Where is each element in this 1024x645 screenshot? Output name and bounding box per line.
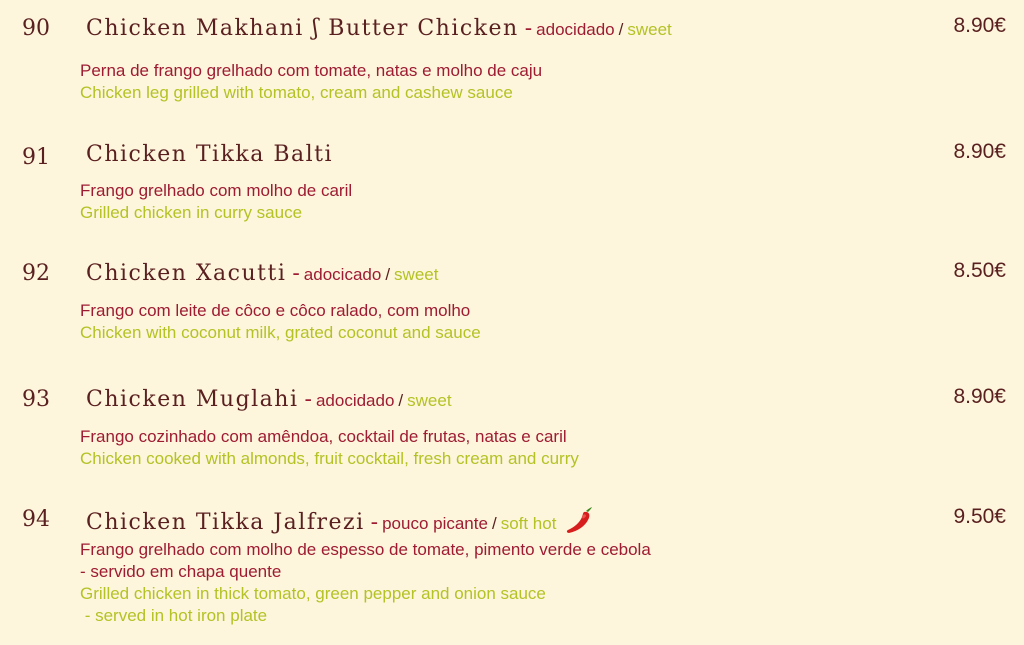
description-pt: Frango grelhado com molho de caril bbox=[80, 181, 353, 200]
description-pt: Frango cozinhado com amêndoa, cocktail de frutas, natas e caril bbox=[80, 427, 567, 446]
item-name: Chicken Tikka Jalfrezi bbox=[86, 510, 365, 535]
item-price: 9.50€ bbox=[953, 505, 1006, 528]
tag-pt: adocidado bbox=[315, 391, 395, 410]
title-dash: - bbox=[524, 16, 533, 41]
title-dash: - bbox=[304, 387, 312, 412]
description-en-line-2: - served in hot iron plate bbox=[80, 606, 268, 625]
title-dash: - bbox=[292, 261, 300, 286]
item-number: 90 bbox=[22, 16, 50, 41]
tag-slash: / bbox=[491, 514, 497, 533]
tag-pt: pouco picante bbox=[382, 514, 488, 533]
description-en: Chicken leg grilled with tomato, cream and cashew sauce bbox=[80, 83, 513, 102]
item-price: 8.90€ bbox=[953, 140, 1006, 163]
item-description bbox=[80, 539, 651, 627]
description-pt: Frango com leite de côco e côco ralado, com molho bbox=[80, 301, 471, 320]
item-title bbox=[86, 261, 438, 286]
description-en: Grilled chicken in thick tomato, green pepper and onion sauce bbox=[80, 584, 546, 603]
item-title bbox=[86, 505, 594, 535]
item-description bbox=[80, 60, 542, 104]
tag-en: sweet bbox=[407, 391, 452, 410]
item-number: 91 bbox=[22, 145, 50, 170]
item-price: 8.90€ bbox=[953, 14, 1006, 37]
item-name: Chicken Tikka Balti bbox=[86, 142, 334, 167]
item-name: Chicken Makhani ʃ Butter Chicken bbox=[86, 16, 519, 41]
tag-slash: / bbox=[398, 391, 404, 410]
item-number: 92 bbox=[22, 261, 50, 286]
tag-pt: adocidado bbox=[536, 20, 615, 39]
tag-en: soft hot bbox=[500, 514, 557, 533]
tag-slash: / bbox=[385, 265, 391, 284]
description-en: Chicken with coconut milk, grated coconut and sauce bbox=[80, 323, 481, 342]
item-title bbox=[86, 16, 672, 41]
item-name: Chicken Xacutti bbox=[86, 261, 287, 286]
item-title bbox=[86, 142, 333, 167]
item-description bbox=[80, 180, 352, 224]
item-number: 93 bbox=[22, 387, 50, 412]
item-title bbox=[86, 387, 452, 412]
description-pt: Perna de frango grelhado com tomate, natas e molho de caju bbox=[80, 61, 543, 80]
tag-slash: / bbox=[618, 20, 624, 39]
item-number: 94 bbox=[22, 507, 50, 532]
tag-pt: adocicado bbox=[303, 265, 382, 284]
item-price: 8.50€ bbox=[953, 259, 1006, 282]
chili-pepper-icon bbox=[564, 505, 594, 535]
item-price: 8.90€ bbox=[953, 385, 1006, 408]
description-en: Grilled chicken in curry sauce bbox=[80, 203, 303, 222]
title-dash: - bbox=[370, 510, 379, 535]
description-pt: Frango grelhado com molho de espesso de tomate, pimento verde e cebola bbox=[80, 540, 651, 559]
item-description bbox=[80, 426, 579, 470]
item-description bbox=[80, 300, 481, 344]
description-pt-line-2: - servido em chapa quente bbox=[80, 562, 282, 581]
description-en: Chicken cooked with almonds, fruit cocktail, fresh cream and curry bbox=[80, 449, 579, 468]
tag-en: sweet bbox=[394, 265, 439, 284]
item-name: Chicken Muglahi bbox=[86, 387, 299, 412]
tag-en: sweet bbox=[627, 20, 672, 39]
